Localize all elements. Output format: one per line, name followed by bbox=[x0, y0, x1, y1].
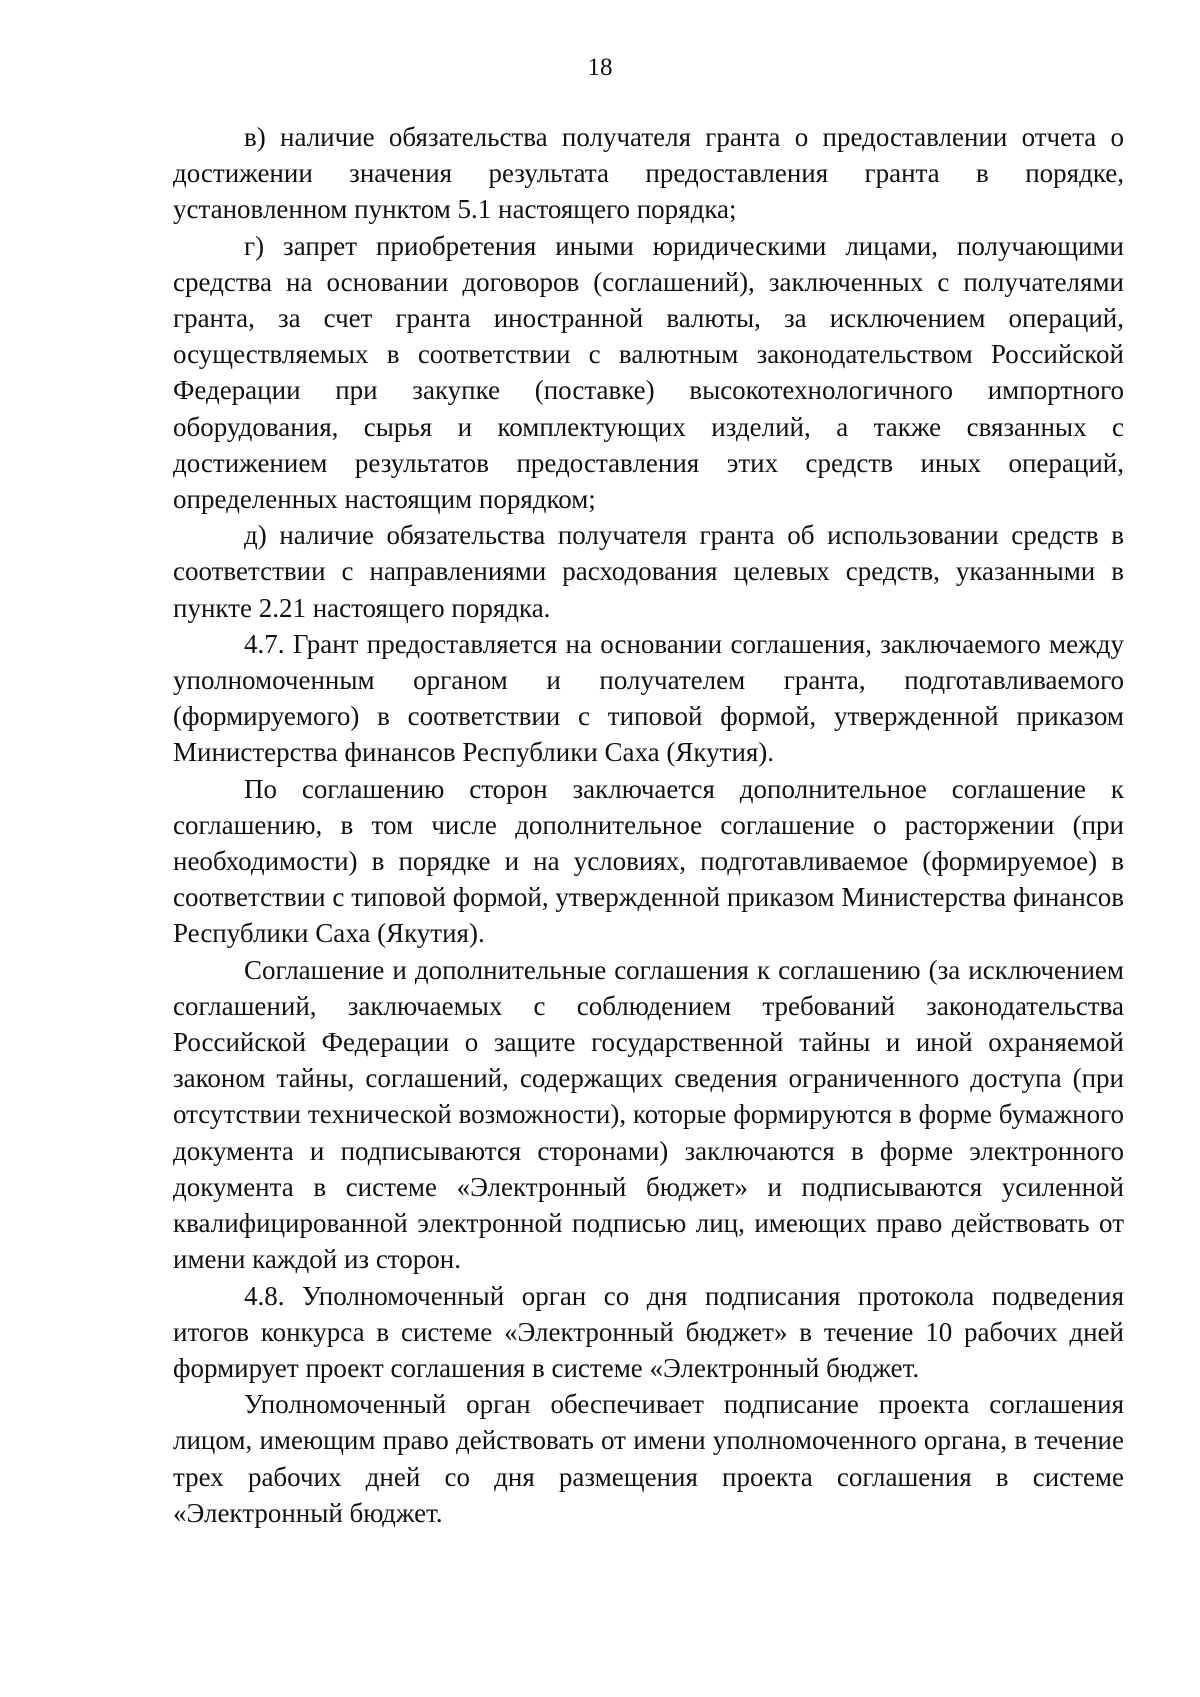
paragraph-item-d: д) наличие обязательства получателя гранта об использовании средств в соответствии с направлениями расходования целевых средств, указанными в пункте 2.21 настоящего порядка. bbox=[173, 520, 1124, 623]
paragraph-electronic-form: Соглашение и дополнительные соглашения к соглашению (за исключением соглашений, заключаемых с соблюдением требований законодательства Российской Федерации о защите государственной тайны и иной охраняемой законом тайны, соглашений, содержащих сведения ограниченного доступа (при отсутствии технической возможности), которые формируются в форме бумажного документа и подписываются сторонами) заключаются в форме электронного документа в системе «Электронный бюджет» и подписываются усиленной квалифицированной электронной подписью лиц, имеющих право действовать от имени каждой из сторон. bbox=[173, 954, 1124, 1275]
paragraph-item-v: в) наличие обязательства получателя гранта о предоставлении отчета о достижении значения результата предоставления гранта в порядке, установленном пунктом 5.1 настоящего порядка; bbox=[173, 122, 1124, 225]
paragraph-item-g: г) запрет приобретения иными юридическими лицами, получающими средства на основании договоров (соглашений), заключенных с получателями гранта, за счет гранта иностранной валюты, за исключением операций, осуществляемых в соответствии с валютным законодательством Российской Федерации при закупке (поставке) высокотехнологичного импортного оборудования, сырья и комплектующих изделий, а также связанных с достижением результатов предоставления этих средств иных операций, определенных настоящим порядком; bbox=[173, 230, 1124, 515]
paragraph-signing: Уполномоченный орган обеспечивает подписание проекта соглашения лицом, имеющим право действовать от имени уполномоченного органа, в течение трех рабочих дней со дня размещения проекта соглашения в системе «Электронный бюджет. bbox=[173, 1389, 1124, 1528]
paragraph-additional-agreement: По соглашению сторон заключается дополнительное соглашение к соглашению, в том числе дополнительное соглашение о расторжении (при необходимости) в порядке и на условиях, подготавливаемое (формируемое) в соответствии с типовой формой, утвержденной приказом Министерства финансов Республики Саха (Якутия). bbox=[173, 773, 1124, 949]
document-body bbox=[173, 119, 1124, 1531]
paragraph-clause-4-7: 4.7. Грант предоставляется на основании соглашения, заключаемого между уполномоченным органом и получателем гранта, подготавливаемого (формируемого) в соответствии с типовой формой, утвержденной приказом Министерства финансов Республики Саха (Якутия). bbox=[173, 628, 1124, 768]
paragraph-clause-4-8: 4.8. Уполномоченный орган со дня подписания протокола подведения итогов конкурса в системе «Электронный бюджет» в течение 10 рабочих дней формирует проект соглашения в системе «Электронный бюджет. bbox=[173, 1280, 1124, 1383]
page-number: 18 bbox=[587, 54, 613, 81]
